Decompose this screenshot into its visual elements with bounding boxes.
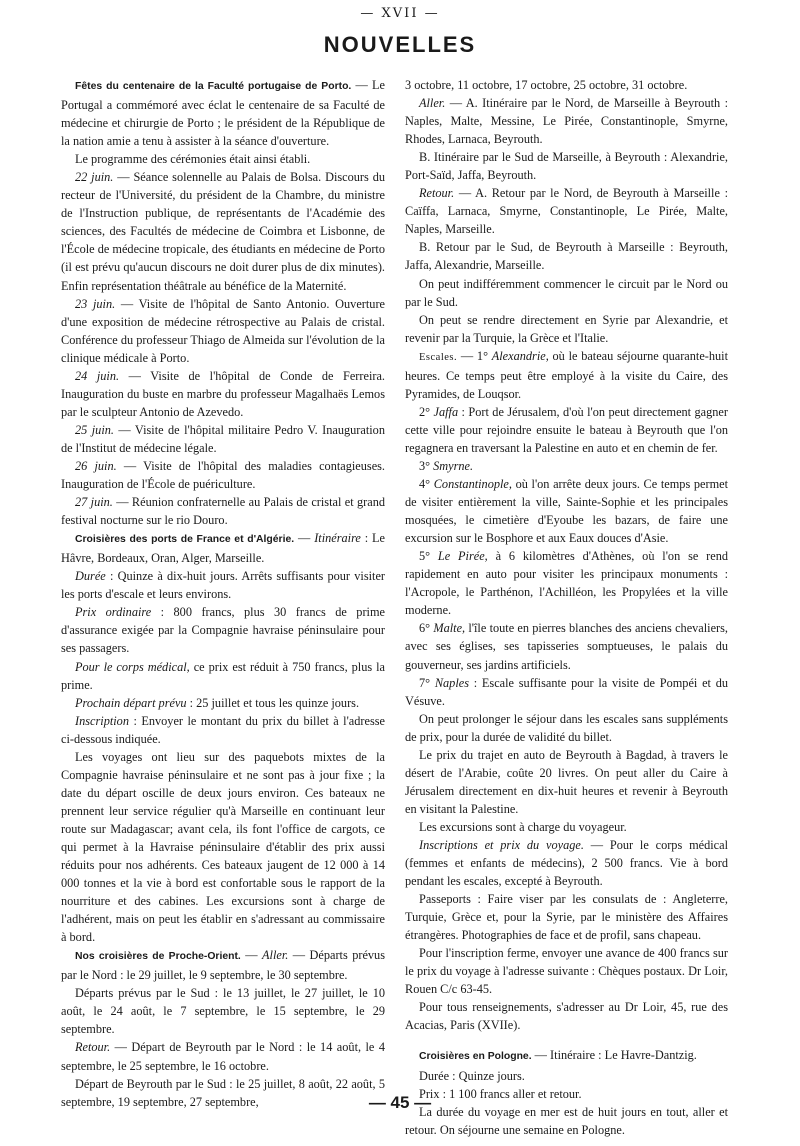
field-label: Prix ordinaire (75, 605, 152, 620)
left-column (61, 76, 385, 1111)
separator: — (294, 531, 315, 546)
paragraph-inscription (61, 712, 385, 748)
paragraph-inscriptions-prix (405, 836, 728, 890)
place-name: Alexandrie, (491, 348, 549, 363)
paragraph-26-juin (61, 457, 385, 493)
paragraph-smyrne (405, 457, 728, 475)
date-label: 27 juin. (75, 495, 113, 510)
section-heading-proche-orient: Nos croisières de Proche-Orient. (75, 951, 241, 963)
paragraph-prolonger: On peut prolonger le séjour dans les escales sans suppléments de prix, pour la durée de validité du billet. (405, 711, 728, 744)
paragraph-pologne-prix: Prix : 1 100 francs aller et retour. (419, 1086, 582, 1101)
field-label: Inscriptions et prix du voyage. (419, 837, 584, 852)
paragraph-text: — Visite de l'hôpital de Santo Antonio. Ouverture d'une exposition de médecine rétrospective au Palais de cristal. Conférence du professeur Thiago de Almeida sur l'évolution de la clinique médicale à Porto. (61, 296, 385, 365)
section-heading-pologne: Croisières en Pologne. (419, 1051, 532, 1063)
paragraph-voyages: Les voyages ont lieu sur des paquebots mixtes de la Compagnie havraise péninsulaire et ne sont pas à jour fixe ; la date du départ oscille de deux jours environ. Ces bateaux ne prennent leur service régulier qu'à Marseille en continuant leur route sur Madagascar; avant cela, ils font l'office de cargots, ce qui permet à la Havraise péninsulaire d'établir des prix aussi réduits pour nos adhérents. Ces bateaux jaugent de 12 000 à 14 000 tonnes et la vie à bord est confortable sous le rapport de la nourriture et des cabines. Les excursions sont à charge de l'adhérent, mais on peut les établir en s'adressant au commissaire à bord. (61, 749, 385, 945)
paragraph-text: l'île toute en pierres blanches des anciens chevaliers, avec ses églises, ses tapisseries somptueuses, le palais du gouverneur, ses jardins artificiels. (405, 621, 729, 672)
paragraph-text: — Visite de l'hôpital des maladies contagieuses. Inauguration de l'École de puériculture. (61, 458, 386, 492)
paragraph-circuit: On peut indifféremment commencer le circuit par le Nord ou par le Sud. (405, 276, 728, 309)
page-number: — 45 — (368, 1093, 432, 1112)
date-label: 23 juin. (75, 296, 116, 311)
list-number: 4° (419, 477, 434, 492)
place-name: Naples (434, 675, 469, 690)
paragraph-text: — Départs prévus par le Nord : le 29 juillet, le 9 septembre, le 30 septembre. (61, 948, 385, 983)
date-label: 26 juin. (75, 458, 117, 473)
paragraph-22-juin (61, 168, 385, 294)
separator: — (240, 948, 263, 963)
paragraph-naples (405, 674, 728, 710)
field-label: Durée (75, 569, 106, 584)
paragraph-text: où l'on arrête deux jours. Ce temps permet de visiter entièrement la ville, Sainte-Sophie et les principales mosquées, le cimetière d'Eyoube les bazars, de faire une excursion sur le Bosphore et aux Eaux douces d'Asie. (405, 477, 729, 546)
paragraph-proche-orient (61, 946, 385, 984)
paragraph-retour (61, 1038, 385, 1074)
paragraph-text: : Port de Jérusalem, d'où l'on peut directement gagner cette ville pour rejoindre ensuite le bateau à Beyrouth que l'on regagnera en traversant la Palestine en auto et en chemin de fer. (405, 404, 728, 455)
paragraph-24-juin (61, 367, 385, 421)
section-heading-porto: Fêtes du centenaire de la Faculté portugaise de Porto. (75, 81, 352, 92)
paragraph-text: — Itinéraire : Le Havre-Dantzig. (531, 1048, 697, 1063)
right-column (405, 76, 728, 1139)
paragraph-text: : Escale suffisante pour la visite de Pompéi et du Vésuve. (405, 675, 729, 708)
paragraph-pologne-voyage: La durée du voyage en mer est de huit jours en tout, aller et retour. On séjourne une semaine en Pologne. (405, 1104, 728, 1137)
list-number: 6° (419, 621, 434, 636)
paragraph-text: à 6 kilomètres d'Athènes, où l'on se rend rapidement en auto pour visiter les principaux monuments : l'Acropole, le Parthénon, l'Achilléon, les Propylées et la ville moderne. (405, 549, 728, 618)
paragraph-departs-sud: Départs prévus par le Sud : le 13 juillet, le 27 juillet, le 10 août, le 24 août, le 7 septembre, le 15 septembre, le 29 septembre. (61, 986, 385, 1037)
paragraph-corps-medical (61, 658, 385, 694)
paragraph-prochain-depart (61, 694, 385, 712)
paragraph-text: ce prix est réduit à 750 francs, plus la prime. (61, 659, 385, 692)
place-name: Smyrne. (433, 458, 474, 473)
place-name: Constantinople, (433, 477, 512, 492)
paragraph-programme: Le programme des cérémonies était ainsi établi. (75, 152, 311, 167)
paragraph-bagdad: Le prix du trajet en auto de Beyrouth à Bagdad, à travers le désert de l'Arabie, coûte 20 livres. On peut aller du Caire à Jérusalem directement en dix-huit heures et revenir à Beyrouth en visitant la Palestine. (405, 747, 728, 816)
paragraph-piree (405, 547, 728, 619)
paragraph-23-juin (61, 295, 385, 367)
paragraph-porto-intro (61, 76, 385, 150)
paragraph-27-juin (61, 493, 385, 529)
paragraph-croisieres-france (61, 529, 385, 567)
paragraph-aller-itineraire (405, 94, 728, 148)
field-label: Prochain départ prévu (75, 695, 187, 710)
paragraph-jaffa (405, 403, 728, 457)
section-heading-croisieres-france: Croisières des ports de France et d'Algérie. (75, 534, 295, 546)
paragraph-retour-sud: B. Retour par le Sud, de Beyrouth à Marseille : Beyrouth, Jaffa, Alexandrie, Marseille. (405, 240, 728, 273)
paragraph-text: où le bateau séjourne quarante-huit heures. Ce temps peut être employé à la visite du Caire, des Pyramides, de Louqsor. (405, 348, 729, 401)
paragraph-pologne-duree: Durée : Quinze jours. (419, 1068, 525, 1083)
paragraph-duree (61, 567, 385, 603)
paragraph-pologne (405, 1046, 728, 1066)
separator: — 1° (457, 348, 492, 363)
field-label: Pour le corps médical, (75, 659, 190, 674)
paragraph-text: — Pour le corps médical (femmes et enfants de médecins), 2 500 francs. Vie à bord pendant les escales, excepté à Beyrouth. (405, 837, 728, 889)
date-label: 25 juin. (75, 422, 114, 437)
place-name: Malte, (433, 621, 466, 636)
list-number: 3° (419, 458, 434, 473)
paragraph-renseignements: Pour tous renseignements, s'adresser au Dr Loir, 45, rue des Acacias, Paris (XVIIe). (405, 1000, 728, 1033)
field-label: Retour. (419, 186, 455, 201)
paragraph-text: : Le Hâvre, Bordeaux, Oran, Alger, Marseille. (61, 531, 385, 566)
field-label: Aller. (419, 96, 446, 111)
paragraph-text: — Visite de l'hôpital de Conde de Ferreira. Inauguration du buste en marbre du professeur Magalhaës Lemos par le sculpteur Antonio de Azevedo. (61, 368, 385, 419)
paragraph-text: — Visite de l'hôpital militaire Pedro V. Inauguration de l'Institut de médecine légale. (61, 422, 385, 455)
list-number: 5° (419, 549, 438, 564)
paragraph-text: : 25 juillet et tous les quinze jours. (186, 695, 360, 710)
paragraph-octobre-dates: 3 octobre, 11 octobre, 17 octobre, 25 octobre, 31 octobre. (405, 78, 688, 92)
field-label: Escales. (419, 351, 458, 363)
paragraph-retour-nord (405, 184, 728, 238)
paragraph-constantinople (405, 475, 728, 547)
paragraph-text: — Le Portugal a commémoré avec éclat le centenaire de sa Faculté de médecine et chirurgie de Porto ; le président de la République de la nation amie a tenu à assister à la séance d'ouverture. (61, 78, 385, 149)
running-head: — XVII — (360, 6, 440, 21)
paragraph-text: — Départ de Beyrouth par le Nord : le 14 août, le 4 septembre, le 25 septembre, le 16 octobre. (61, 1040, 385, 1073)
paragraph-text: — A. Itinéraire par le Nord, de Marseille à Beyrouth : Naples, Malte, Messine, Le Pirée, Constantinople, Smyrne, Rhodes, Larnaca, Beyrouth. (405, 96, 728, 147)
paragraph-text: : Envoyer le montant du prix du billet à l'adresse ci-dessous indiquée. (61, 713, 385, 746)
paragraph-escales-alexandrie (405, 347, 728, 403)
field-label: Retour. (75, 1040, 111, 1055)
paragraph-text: : 800 francs, plus 30 francs de prime d'assurance exigée par la Compagnie havraise péninsulaire pour ses passagers. (61, 605, 385, 656)
paragraph-text: — A. Retour par le Nord, de Beyrouth à Marseille : Caïffa, Larnaca, Smyrne, Constantinople, Le Pirée, Malte, Naples, Marseille. (405, 186, 728, 237)
paragraph-inscription-ferme: Pour l'inscription ferme, envoyer une avance de 400 francs sur le prix du voyage à l'adresse suivante : Chèques postaux. Dr Loir, Rouen C/c 63-45. (405, 946, 728, 997)
field-label: Inscription (75, 713, 129, 728)
date-label: 24 juin. (75, 368, 120, 383)
place-name: Jaffa (433, 404, 459, 419)
paragraph-excursions: Les excursions sont à charge du voyageur. (419, 819, 627, 834)
place-name: Le Pirée, (437, 549, 488, 564)
paragraph-itineraire-sud: B. Itinéraire par le Sud de Marseille, à Beyrouth : Alexandrie, Port-Saïd, Jaffa, Beyrouth. (405, 150, 728, 183)
paragraph-depart-beyrouth-sud: Départ de Beyrouth par le Sud : le 25 juillet, 8 août, 22 août, 5 septembre, 19 septembre, 27 septembre, (61, 1076, 385, 1109)
paragraph-syrie: On peut se rendre directement en Syrie par Alexandrie, et revenir par la Turquie, la Grèce et l'Italie. (405, 312, 728, 345)
paragraph-25-juin (61, 421, 385, 457)
paragraph-malte (405, 619, 728, 673)
list-number: 2° (419, 404, 434, 419)
paragraph-passeports: Passeports : Faire viser par les consulats de : Angleterre, Turquie, Grèce et, pour la Syrie, par le ministère des Affaires étrangères. Photographies de face et de profil, sans chapeau. (405, 892, 728, 943)
date-label: 22 juin. (75, 170, 114, 185)
paragraph-text: — Séance solennelle au Palais de Bolsa. Discours du recteur de l'Université, du président de la Chambre, du ministre de l'Instruction publique, de représentants de l'Académie des sciences, des Facultés de médecine de Coimbra et Lisbonne, de l'École de médecine tropicale, des étudiants en médecine de Porto (il est prévu qu'aucun discours ne doit durer plus de dix minutes). Enfin représentation théâtrale au bénéfice de la Maternité. (61, 170, 385, 293)
paragraph-text: : Quinze à dix-huit jours. Arrêts suffisants pour visiter les ports d'escale et leurs environs. (61, 569, 385, 602)
page-title: NOUVELLES (323, 32, 477, 57)
paragraph-text: — Réunion confraternelle au Palais de cristal et grand festival nocturne sur le rio Douro. (61, 495, 385, 528)
paragraph-prix-ordinaire (61, 603, 385, 657)
field-label: Aller. (262, 948, 289, 963)
field-label: Itinéraire (314, 531, 361, 546)
list-number: 7° (419, 675, 435, 690)
